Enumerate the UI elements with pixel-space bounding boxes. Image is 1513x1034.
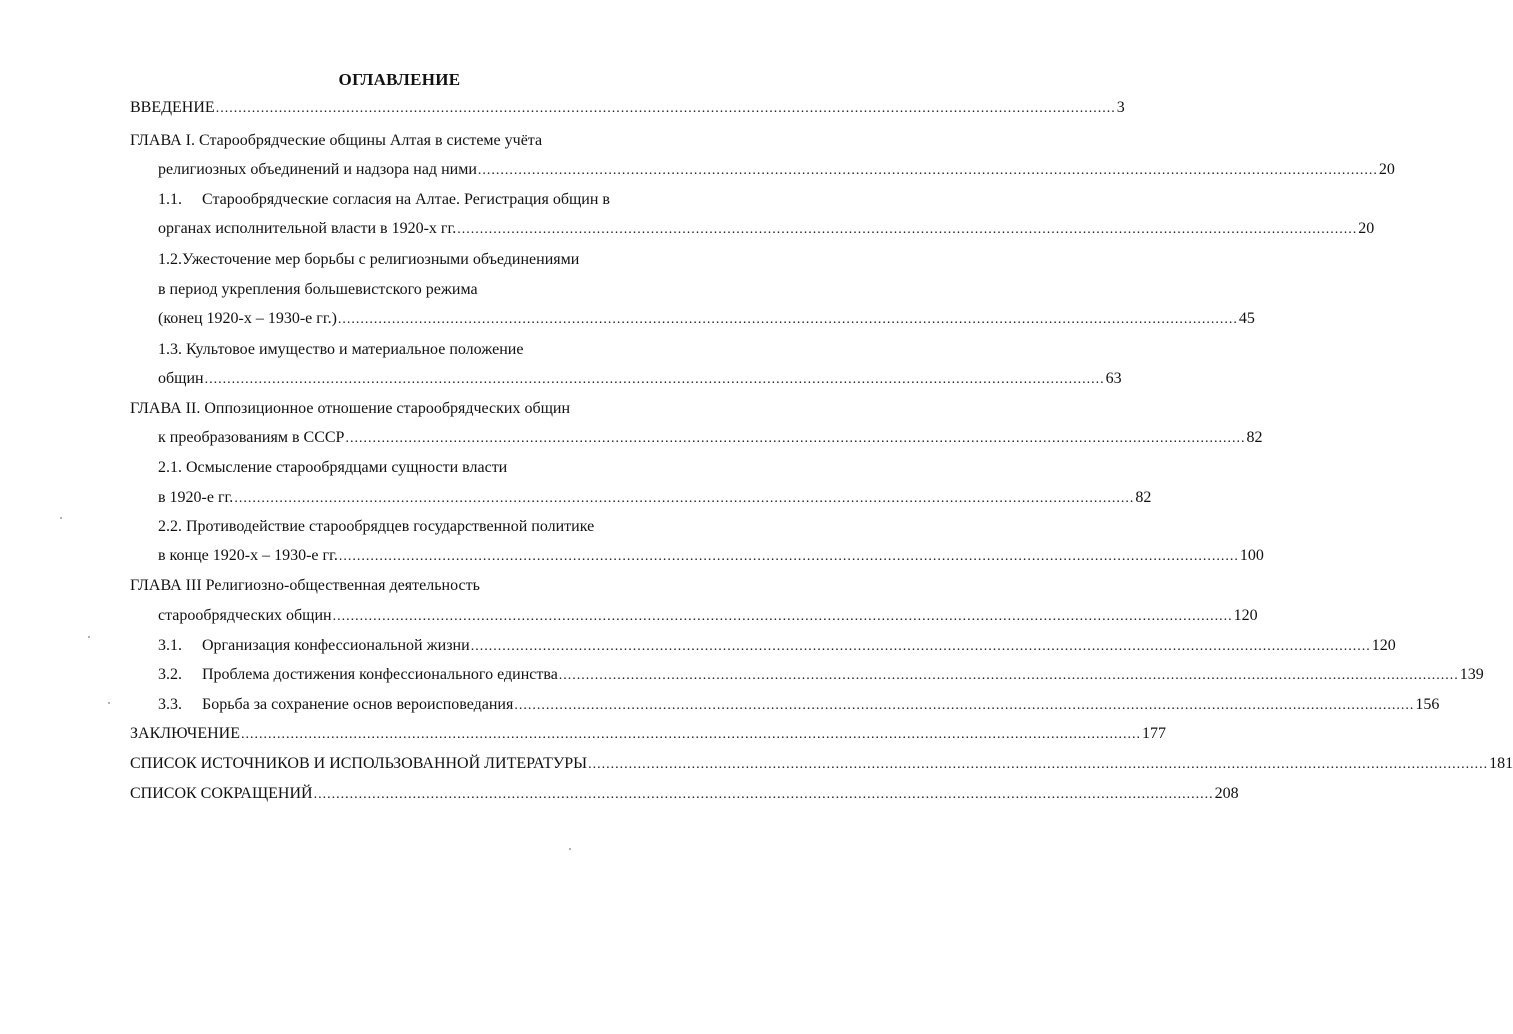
section-number: 3.2. xyxy=(158,666,182,683)
toc-section-1-2-heading: 1.2.Ужесточение мер борьбы с религиозными объединениями xyxy=(158,251,580,268)
toc-page-number: 177 xyxy=(1141,725,1166,742)
toc-entry-section-1-2 xyxy=(158,309,1255,329)
toc-entry-text: СПИСОК ИСТОЧНИКОВ И ИСПОЛЬЗОВАННОЙ ЛИТЕРАТУРЫ xyxy=(130,755,588,772)
toc-entry-section-1-3 xyxy=(158,369,1122,389)
toc-page-number: 156 xyxy=(1415,696,1440,713)
section-number: 3.3. xyxy=(158,696,182,713)
leader-dots: ........................................................................................................................................................................................................ xyxy=(332,609,1233,624)
toc-entry-text: ЗАКЛЮЧЕНИЕ xyxy=(130,725,240,742)
toc-entry-text: Организация конфессиональной жизни xyxy=(202,637,470,654)
toc-entry-chapter-3 xyxy=(158,606,1258,626)
toc-page-number: 100 xyxy=(1239,547,1264,564)
toc-entry-text: Борьба за сохранение основ вероисповедания xyxy=(202,696,514,713)
leader-dots: ........................................................................................................................................................................................................ xyxy=(558,668,1459,683)
leader-dots: ........................................................................................................................................................................................................ xyxy=(477,163,1378,178)
toc-entry-text: органах исполнительной власти в 1920-х гг. xyxy=(158,220,457,237)
toc-page-number: 139 xyxy=(1459,666,1484,683)
section-number: 3.1. xyxy=(158,637,182,654)
toc-entry-section-2-2 xyxy=(158,546,1264,566)
toc-page-number: 20 xyxy=(1358,220,1375,237)
toc-entry-section-1-1 xyxy=(158,219,1375,239)
toc-entry-abbreviations xyxy=(130,784,1239,804)
toc-entry-text: в конце 1920-х – 1930-е гг. xyxy=(158,547,338,564)
section-number: 1.1. xyxy=(158,191,182,208)
toc-page-number: 3 xyxy=(1116,99,1125,116)
toc-entry-chapter-2 xyxy=(158,428,1263,448)
toc-page-number: 181 xyxy=(1489,755,1513,772)
toc-section-1-2-subheading: в период укрепления большевистского режима xyxy=(158,281,478,298)
toc-entry-sources xyxy=(130,754,1513,774)
toc-section-2-1-heading: 2.1. Осмысление старообрядцами сущности власти xyxy=(158,459,508,476)
leader-dots: ........................................................................................................................................................................................................ xyxy=(234,491,1135,506)
toc-section-1-3-heading: 1.3. Культовое имущество и материальное положение xyxy=(158,341,524,358)
leader-dots: ........................................................................................................................................................................................................ xyxy=(337,312,1238,327)
toc-entry-text: в 1920-е гг. xyxy=(158,489,234,506)
toc-entry-section-2-1 xyxy=(158,488,1152,508)
leader-dots: ........................................................................................................................................................................................................ xyxy=(514,698,1415,713)
toc-entry-section-3-1 xyxy=(158,636,1396,656)
toc-entry-text: Проблема достижения конфессионального единства xyxy=(202,666,558,683)
toc-chapter-2-heading: ГЛАВА II. Оппозиционное отношение старообрядческих общин xyxy=(130,400,571,417)
toc-entry-introduction xyxy=(130,98,1125,118)
toc-section-2-2-heading: 2.2. Противодействие старообрядцев государственной политике xyxy=(158,518,595,535)
toc-entry-text: религиозных объединений и надзора над ними xyxy=(158,161,477,178)
leader-dots: ........................................................................................................................................................................................................ xyxy=(240,727,1141,742)
toc-entry-text: общин xyxy=(158,370,204,387)
toc-entry-conclusion xyxy=(130,724,1166,744)
toc-entry-chapter-1 xyxy=(158,160,1395,180)
toc-page-number: 20 xyxy=(1378,161,1395,178)
toc-page-number: 120 xyxy=(1233,607,1258,624)
leader-dots: ........................................................................................................................................................................................................ xyxy=(345,431,1246,446)
toc-chapter-3-heading: ГЛАВА III Религиозно-общественная деятельность xyxy=(130,577,480,594)
scan-speck xyxy=(569,848,571,850)
toc-page-number: 120 xyxy=(1371,637,1396,654)
toc-page-number: 82 xyxy=(1135,489,1152,506)
toc-page-number: 63 xyxy=(1105,370,1122,387)
leader-dots: ........................................................................................................................................................................................................ xyxy=(215,101,1116,116)
toc-entry-text: старообрядческих общин xyxy=(158,607,332,624)
leader-dots: ........................................................................................................................................................................................................ xyxy=(588,757,1489,772)
leader-dots: ........................................................................................................................................................................................................ xyxy=(204,372,1105,387)
section-title: Старообрядческие согласия на Алтае. Регистрация общин в xyxy=(202,191,610,208)
toc-entry-section-3-3 xyxy=(158,695,1440,715)
toc-page-number: 82 xyxy=(1246,429,1263,446)
scan-speck xyxy=(88,636,90,638)
toc-entry-text: СПИСОК СОКРАЩЕНИЙ xyxy=(130,785,313,802)
toc-entry-text: к преобразованиям в СССР xyxy=(158,429,345,446)
toc-entry-text: (конец 1920-х – 1930-е гг.) xyxy=(158,310,337,327)
toc-page-number: 45 xyxy=(1238,310,1255,327)
leader-dots: ........................................................................................................................................................................................................ xyxy=(313,787,1214,802)
scan-speck xyxy=(108,702,110,704)
toc-entry-section-3-2 xyxy=(158,665,1484,685)
leader-dots: ........................................................................................................................................................................................................ xyxy=(338,549,1239,564)
toc-page-number: 208 xyxy=(1214,785,1239,802)
leader-dots: ........................................................................................................................................................................................................ xyxy=(457,222,1358,237)
toc-entry-text: ВВЕДЕНИЕ xyxy=(130,99,215,116)
leader-dots: ........................................................................................................................................................................................................ xyxy=(470,639,1371,654)
toc-section-1-1-heading xyxy=(158,190,610,210)
toc-chapter-1-heading: ГЛАВА I. Старообрядческие общины Алтая в системе учёта xyxy=(130,132,543,149)
scan-speck xyxy=(60,517,62,519)
page-title: ОГЛАВЛЕНИЕ xyxy=(338,70,461,89)
